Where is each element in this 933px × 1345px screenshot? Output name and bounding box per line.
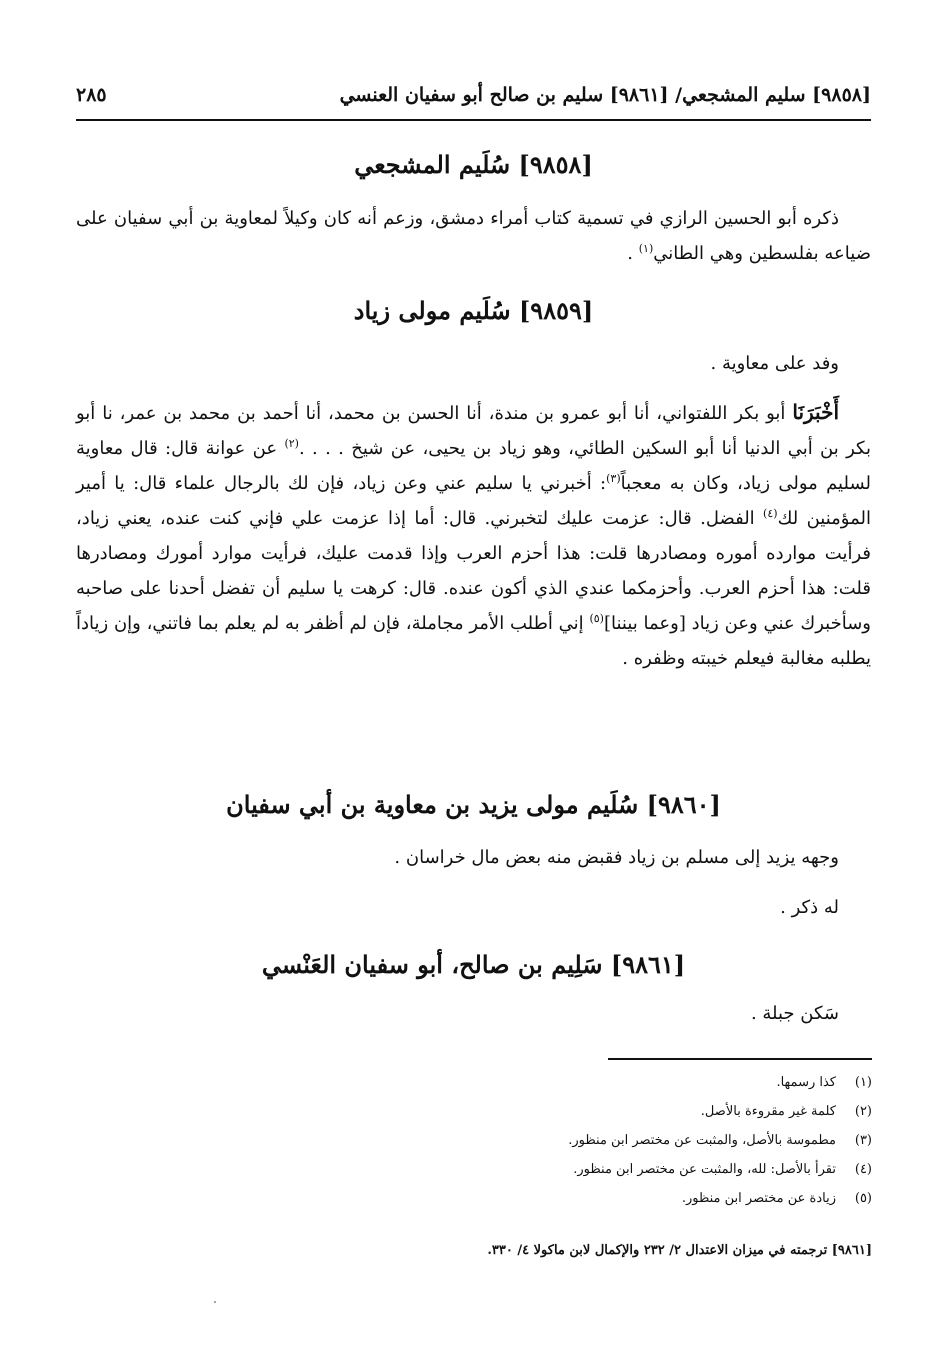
footnote-text: كلمة غير مقروءة بالأصل. — [700, 1104, 836, 1119]
footnote-ref-2: (٢) — [284, 437, 299, 450]
narration-part-2: عن عوانة قال: قال معاوية لسليم مولى زياد، وكان به معجباً — [76, 438, 871, 494]
entry-intro-9859: وفد على معاوية . — [710, 353, 839, 374]
entry-body-9859 — [76, 395, 871, 676]
footnote-number: (٥) — [854, 1191, 872, 1206]
footnote-2 — [300, 1097, 872, 1126]
footnote-5 — [300, 1184, 872, 1213]
entry-heading-9860: [٩٨٦٠] سُلَيم مولى يزيد بن معاوية بن أبي سفيان — [226, 790, 721, 819]
footnote-text: كذا رسمها. — [776, 1075, 836, 1090]
entry-heading-9861: [٩٨٦١] سَلِيم بن صالح، أبو سفيان العَنْسي — [261, 950, 686, 979]
footnote-text: تقرأ بالأصل: لله، والمثبت عن مختصر ابن منظور. — [573, 1162, 836, 1177]
footnote-rule — [608, 1058, 872, 1060]
footnote-ref-4: (٤) — [763, 507, 778, 520]
narration-part-3: : أخبرني يا سليم عني وعن زياد، فإن لك بالرجال علماء قال: يا أمير المؤمنين لك — [76, 473, 871, 529]
footnote-number: (١) — [854, 1075, 872, 1090]
narration-part-1: أبو بكر اللفتواني، أنا أبو عمرو بن مندة، أنا الحسن بن محمد، أنا أحمد بن محمد بن عمر، نا أبو بكر بن أبي الدنيا أنا أبو السكين الطائي، وهو زياد بن يحيى، عن شيخ . . . . — [76, 403, 872, 459]
narration-part-4: الفضل. قال: عزمت عليك لتخبرني. قال: أما إذا عزمت علي فإني كنت عنده، يعني زياد، فرأيت موارده أموره ومصادرها قلت: هذا أحزم العرب وإذا قدمت عليك، فرأيت موارد أمورك ومصادرها قلت: هذا أحزم العرب. وأحزمكما عندي الذي أكون عنده. قال: كرهت يا سليم أن تفضل أحدنا على صاحبه وسأخبرك عني وعن زياد [وعما بيننا] — [76, 508, 871, 634]
entry-heading-9858: [٩٨٥٨] سُلَيم المشجعي — [354, 150, 593, 179]
entry-line-9860-b: له ذكر . — [780, 897, 839, 918]
page-header — [76, 84, 871, 116]
footnote-text: زيادة عن مختصر ابن منظور. — [681, 1191, 836, 1206]
footnote-3 — [300, 1126, 872, 1155]
entry-heading-9859: [٩٨٥٩] سُلَيم مولى زياد — [353, 296, 594, 325]
footnote-number: (٣) — [854, 1133, 872, 1148]
entry-body-9858 — [76, 201, 871, 271]
page-number: ٢٨٥ — [76, 84, 107, 106]
footnotes — [300, 1068, 872, 1213]
entry-text-9858: ذكره أبو الحسين الرازي في تسمية كتاب أمراء دمشق، وزعم أنه كان وكيلاً لمعاوية بن أبي سفيان على ضياعه بفلسطين وهي الطاني — [76, 208, 871, 264]
footnote-text: مطموسة بالأصل، والمثبت عن مختصر ابن منظور. — [568, 1133, 836, 1148]
footnote-1 — [300, 1068, 872, 1097]
print-speck — [214, 1301, 216, 1303]
footnote-number: (٢) — [854, 1104, 872, 1119]
footnote-ref-1: (١) — [638, 242, 654, 255]
akhbarana-lead: أَخْبَرَنَا — [792, 400, 839, 424]
entry-line-9861: سَكن جبلة . — [750, 1003, 839, 1024]
running-title: [٩٨٥٨] سليم المشجعي/ [٩٨٦١] سليم بن صالح أبو سفيان العنسي — [339, 84, 871, 106]
sentence-end: . — [627, 243, 639, 264]
footnote-ref-3: (٣) — [606, 472, 621, 485]
biography-reference: [٩٨٦١] ترجمته في ميزان الاعتدال ٢/ ٢٣٢ والإكمال لابن ماكولا ٤/ ٣٣٠. — [487, 1243, 872, 1258]
footnote-ref-5: (٥) — [589, 612, 604, 625]
header-rule — [76, 119, 871, 121]
footnote-4 — [300, 1155, 872, 1184]
footnote-number: (٤) — [854, 1162, 872, 1177]
entry-line-9860-a: وجهه يزيد إلى مسلم بن زياد فقبض منه بعض مال خراسان . — [394, 847, 839, 868]
narration-part-5: إني أطلب الأمر مجاملة، فإن لم أظفر به لم يعلم بما فاتني، وإن زياداً يطلبه مغالبة فيعلم خيبته وظفره . — [76, 613, 871, 669]
